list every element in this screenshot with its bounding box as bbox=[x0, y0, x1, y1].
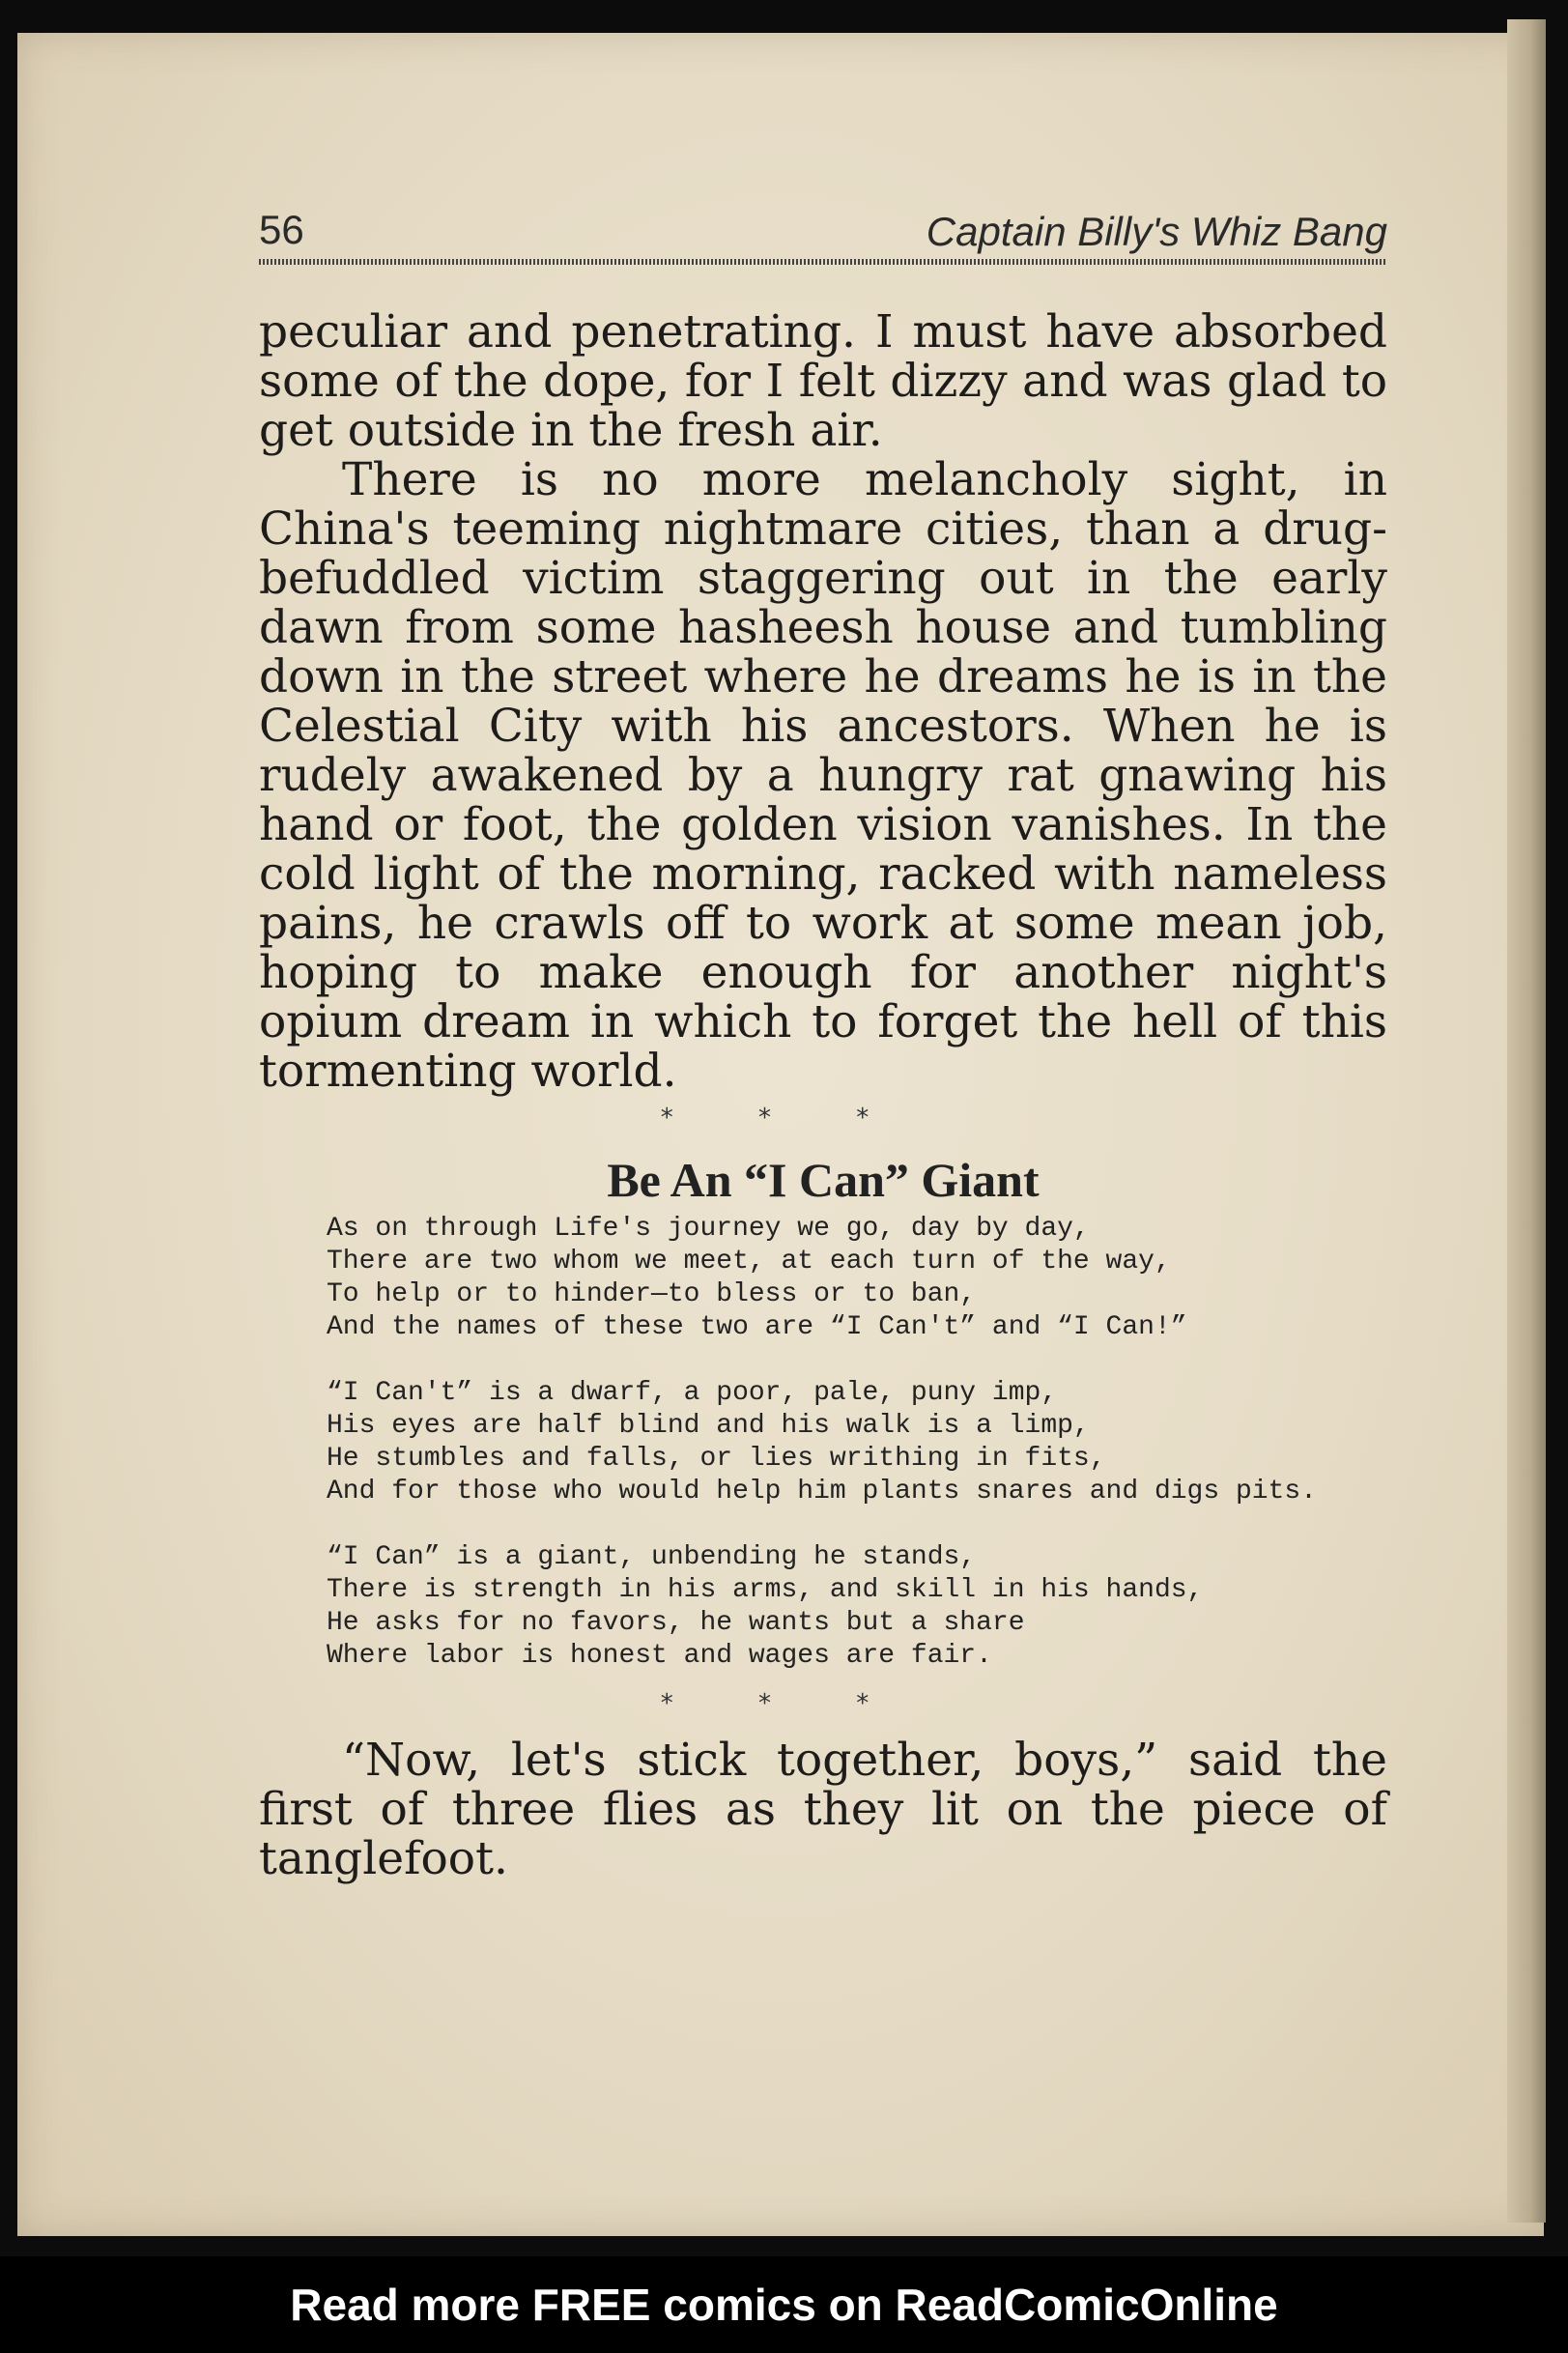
article-paragraph: peculiar and penetrating. I must have absorbed some of the dope, for I felt dizzy and was glad to get outside in the fresh air. bbox=[259, 305, 1387, 457]
poem-line: As on through Life's journey we go, day by day, bbox=[327, 1214, 1090, 1244]
section-separator: * * * bbox=[660, 1104, 908, 1133]
closing-joke: “Now, let's stick together, boys,” said the first of three flies as they lit on the piece of tanglefoot. bbox=[259, 1734, 1387, 1885]
poem bbox=[327, 1213, 1399, 1706]
poem-line: He stumbles and falls, or lies writhing in fits, bbox=[327, 1444, 1106, 1474]
poem-line: Where labor is honest and wages are fair. bbox=[327, 1641, 992, 1671]
header-rule bbox=[259, 259, 1387, 265]
poem-title: Be An “I Can” Giant bbox=[607, 1153, 1040, 1207]
poem-line: There are two whom we meet, at each turn of the way, bbox=[327, 1247, 1171, 1277]
page-header bbox=[259, 207, 1387, 255]
poem-line: And the names of these two are “I Can't” and “I Can!” bbox=[327, 1312, 1187, 1342]
poem-line: To help or to hinder—to bless or to ban, bbox=[327, 1279, 977, 1309]
article-paragraph: There is no more melancholy sight, in China's teeming nightmare cities, than a drug-befuddled victim staggering out in the early dawn from some hasheesh house and tumbling down in the street where he dreams he is in the Celestial City with his ancestors. When he is rudely awakened by a hungry rat gnawing his hand or foot, the golden vision vanishes. In the cold light of the morning, racked with nameless pains, he crawls off to work at some mean job, hoping to make enough for another night's opium dream in which to forget the hell of this tormenting world. bbox=[259, 453, 1387, 1098]
poem-line: “I Can't” is a dwarf, a poor, pale, puny imp, bbox=[327, 1378, 1058, 1408]
running-title: Captain Billy's Whiz Bang bbox=[926, 209, 1387, 254]
poem-line: He asks for no favors, he wants but a share bbox=[327, 1608, 1025, 1638]
page-number: 56 bbox=[259, 207, 304, 252]
site-banner[interactable] bbox=[0, 2256, 1568, 2353]
poem-stanza bbox=[327, 1377, 1399, 1508]
poem-line: There is strength in his arms, and skill in his hands, bbox=[327, 1575, 1204, 1605]
section-separator: * * * bbox=[660, 1689, 908, 1718]
article-body bbox=[259, 307, 1387, 1096]
poem-line: His eyes are half blind and his walk is a limp, bbox=[327, 1411, 1090, 1441]
poem-stanza bbox=[327, 1213, 1399, 1344]
poem-stanza bbox=[327, 1541, 1399, 1673]
banner-text[interactable]: Read more FREE comics on ReadComicOnline bbox=[290, 2280, 1278, 2330]
poem-line: “I Can” is a giant, unbending he stands, bbox=[327, 1542, 977, 1572]
poem-line: And for those who would help him plants snares and digs pits. bbox=[327, 1477, 1317, 1506]
